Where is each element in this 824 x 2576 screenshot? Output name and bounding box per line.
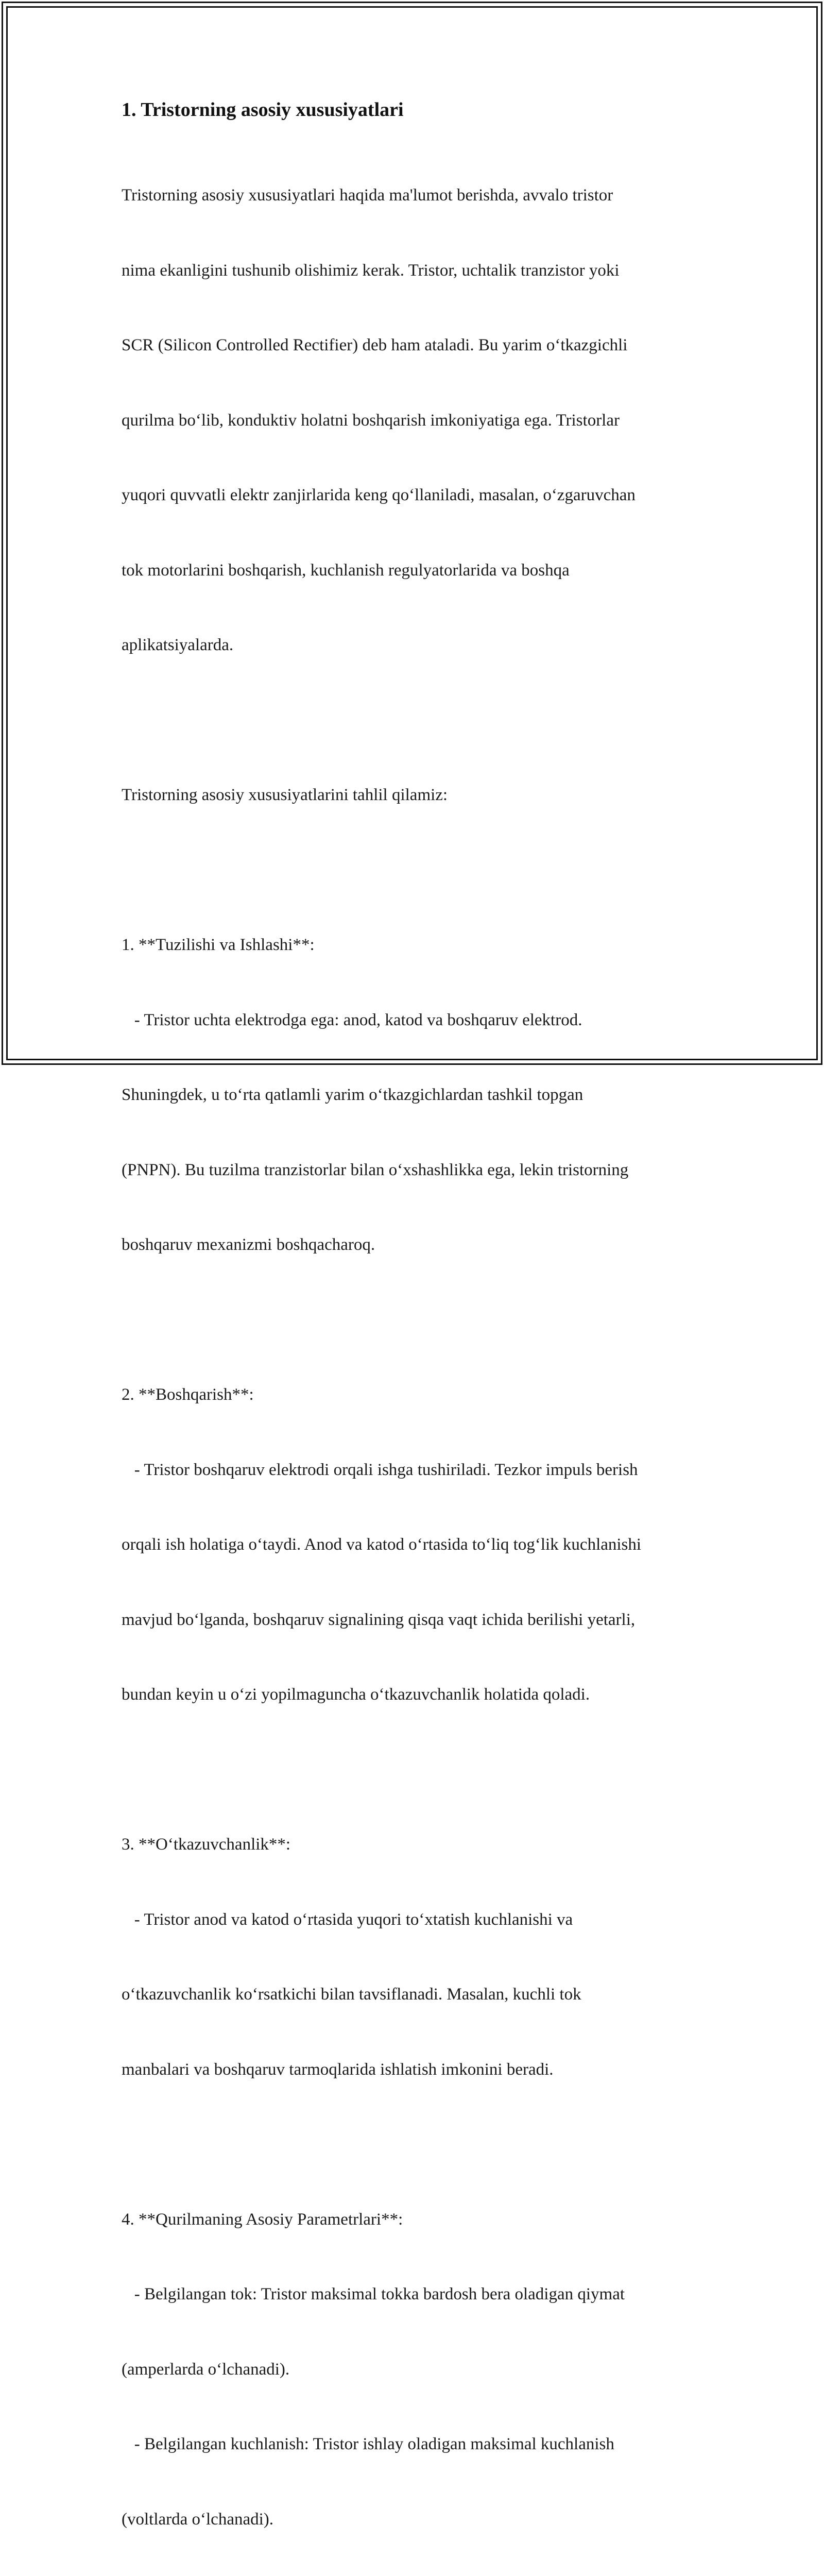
text-line: Shuningdek, u to‘rta qatlamli yarim o‘tkazgichlardan tashkil topgan	[122, 1086, 583, 1104]
document-title: 1. Tristorning asosiy xususiyatlari	[122, 99, 404, 121]
text-line: Tristorning asosiy xususiyatlarini tahlil qilamiz:	[122, 786, 448, 804]
text-line: yuqori quvvatli elektr zanjirlarida keng qo‘llaniladi, masalan, o‘zgaruvchan	[122, 486, 636, 504]
list-item-heading: 1. **Tuzilishi va Ishlashi**:	[122, 936, 315, 954]
text-line: o‘tkazuvchanlik ko‘rsatkichi bilan tavsiflanadi. Masalan, kuchli tok	[122, 1985, 581, 2004]
text-line: (PNPN). Bu tuzilma tranzistorlar bilan o‘xshashlikka ega, lekin tristorning	[122, 1160, 629, 1179]
text-line: nima ekanligini tushunib olishimiz kerak. Tristor, uchtalik tranzistor yoki	[122, 261, 620, 280]
text-line: - Tristor boshqaruv elektrodi orqali ishga tushiriladi. Tezkor impuls berish	[122, 1460, 638, 1479]
text-line: mavjud bo‘lganda, boshqaruv signalining qisqa vaqt ichida berilishi yetarli,	[122, 1610, 636, 1629]
text-line: tok motorlarini boshqarish, kuchlanish regulyatorlarida va boshqa	[122, 561, 570, 580]
text-line: qurilma bo‘lib, konduktiv holatni boshqarish imkoniyatiga ega. Tristorlar	[122, 411, 620, 430]
text-line: - Tristor anod va katod o‘rtasida yuqori to‘xtatish kuchlanishi va	[122, 1910, 573, 1929]
text-line: aplikatsiyalarda.	[122, 636, 234, 654]
blank-line	[122, 1308, 703, 1333]
text-line: Tristorning asosiy xususiyatlari haqida ma'lumot berishda, avvalo tristor	[122, 186, 613, 205]
text-line: (voltlarda o‘lchanadi).	[122, 2510, 274, 2529]
list-item-heading: 3. **O‘tkazuvchanlik**:	[122, 1835, 291, 1854]
text-line: orqali ish holatiga o‘taydi. Anod va katod o‘rtasida to‘liq tog‘lik kuchlanishi	[122, 1535, 642, 1554]
blank-line	[122, 858, 703, 883]
text-line: boshqaruv mexanizmi boshqacharoq.	[122, 1235, 375, 1254]
text-line: - Belgilangan kuchlanish: Tristor ishlay oladigan maksimal kuchlanish	[122, 2435, 614, 2453]
blank-line	[122, 1757, 703, 1783]
document-body	[122, 95, 703, 2576]
text-line: manbalari va boshqaruv tarmoqlarida ishlatish imkonini beradi.	[122, 2060, 554, 2079]
text-line: bundan keyin u o‘zi yopilmaguncha o‘tkazuvchanlik holatida qoladi.	[122, 1685, 590, 1704]
blank-line	[122, 2132, 703, 2157]
text-line: - Belgilangan tok: Tristor maksimal tokka bardosh bera oladigan qiymat	[122, 2285, 625, 2303]
blank-line	[122, 708, 703, 733]
text-line: SCR (Silicon Controlled Rectifier) deb ham ataladi. Bu yarim o‘tkazgichli	[122, 336, 628, 354]
list-item-heading: 4. **Qurilmaning Asosiy Parametrlari**:	[122, 2210, 403, 2229]
document-text	[122, 133, 703, 2576]
text-line: (amperlarda o‘lchanadi).	[122, 2360, 290, 2379]
list-item-heading: 2. **Boshqarish**:	[122, 1385, 254, 1404]
text-line: - Tristor uchta elektrodga ega: anod, katod va boshqaruv elektrod.	[122, 1010, 582, 1029]
